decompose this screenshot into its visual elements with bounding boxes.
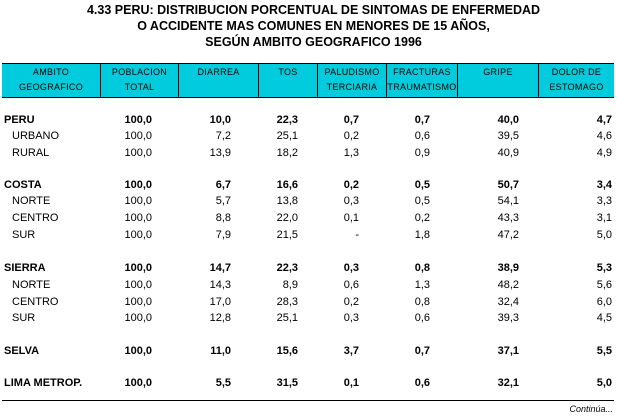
cell-value: - (355, 229, 359, 241)
cell-value: 17,0 (209, 296, 231, 308)
header-gripe (458, 64, 538, 97)
table-row (0, 345, 617, 361)
header-diarrea-label: DIARREA (197, 67, 240, 77)
cell-value: 0,1 (343, 212, 359, 224)
cell-value: 1,3 (414, 279, 430, 291)
row-label: SIERRA (4, 262, 46, 274)
cell-value: 1,8 (414, 229, 430, 241)
cell-value: 5,0 (596, 377, 612, 389)
cell-value: 38,9 (497, 262, 519, 274)
cell-value: 32,4 (497, 296, 519, 308)
cell-value: 0,3 (343, 195, 359, 207)
cell-value: 0,5 (414, 195, 430, 207)
cell-value: 37,1 (497, 345, 519, 357)
title-line-1: 4.33 PERU: DISTRIBUCION PORCENTUAL DE SINTOMAS DE ENFERMEDAD (86, 3, 541, 17)
row-label: URBANO (12, 130, 60, 142)
cell-value: 0,8 (414, 262, 430, 274)
row-label: SUR (12, 229, 36, 241)
table-row (0, 179, 617, 195)
cell-value: 39,5 (497, 130, 519, 142)
cell-value: 7,9 (215, 229, 231, 241)
table-row (0, 262, 617, 278)
row-label: LIMA METROP. (4, 377, 83, 389)
cell-value: 21,5 (276, 229, 298, 241)
cell-value: 0,7 (343, 114, 359, 126)
cell-value: 100,0 (124, 114, 152, 126)
cell-value: 4,6 (596, 130, 612, 142)
continua-note: Continúa... (569, 404, 613, 414)
cell-value: 0,2 (343, 179, 359, 191)
row-label: SUR (12, 312, 36, 324)
header-fracturas-line2: TRAUMATISMO (387, 82, 457, 92)
bottom-rule (2, 400, 614, 401)
cell-value: 100,0 (124, 279, 152, 291)
cell-value: 0,6 (414, 312, 430, 324)
cell-value: 5,5 (596, 345, 612, 357)
cell-value: 16,6 (276, 179, 298, 191)
cell-value: 25,1 (276, 312, 298, 324)
table-header (2, 63, 614, 98)
header-paludismo-terciaria (318, 64, 386, 97)
header-poblacion-line2: TOTAL (124, 82, 155, 92)
cell-value: 13,8 (276, 195, 298, 207)
header-ambito-line1: AMBITO (32, 67, 70, 77)
cell-value: 0,6 (414, 377, 430, 389)
cell-value: 3,7 (343, 345, 359, 357)
cell-value: 1,3 (343, 147, 359, 159)
cell-value: 25,1 (276, 130, 298, 142)
row-label: NORTE (12, 279, 51, 291)
cell-value: 50,7 (497, 179, 519, 191)
cell-value: 15,6 (276, 345, 298, 357)
cell-value: 31,5 (276, 377, 298, 389)
header-dolor-line2: ESTOMAGO (549, 82, 604, 92)
cell-value: 100,0 (124, 212, 152, 224)
row-label: PERU (4, 114, 35, 126)
cell-value: 100,0 (124, 147, 152, 159)
cell-value: 0,7 (414, 345, 430, 357)
header-gripe-label: GRIPE (483, 67, 513, 77)
cell-value: 0,2 (343, 130, 359, 142)
cell-value: 14,3 (209, 279, 231, 291)
cell-value: 6,7 (215, 179, 231, 191)
cell-value: 4,7 (596, 114, 612, 126)
cell-value: 54,1 (497, 195, 519, 207)
header-ambito-geografico (2, 64, 100, 97)
cell-value: 0,6 (414, 130, 430, 142)
header-paludismo-line1: PALUDISMO (324, 67, 380, 77)
cell-value: 8,9 (282, 279, 298, 291)
row-label: CENTRO (12, 296, 59, 308)
header-ambito-line2: GEOGRAFICO (18, 82, 83, 92)
row-label: CENTRO (12, 212, 59, 224)
cell-value: 100,0 (124, 377, 152, 389)
table-row (0, 229, 617, 245)
cell-value: 5,7 (215, 195, 231, 207)
table-row (0, 312, 617, 328)
cell-value: 100,0 (124, 262, 152, 274)
header-diarrea (179, 64, 258, 97)
cell-value: 8,8 (215, 212, 231, 224)
cell-value: 3,4 (596, 179, 612, 191)
row-label: NORTE (12, 195, 51, 207)
table-row (0, 130, 617, 146)
cell-value: 0,5 (414, 179, 430, 191)
cell-value: 14,7 (209, 262, 231, 274)
cell-value: 22,3 (276, 114, 298, 126)
header-poblacion-total (101, 64, 178, 97)
cell-value: 100,0 (124, 345, 152, 357)
header-tos-label: TOS (278, 67, 298, 77)
cell-value: 43,3 (497, 212, 519, 224)
cell-value: 7,2 (215, 130, 231, 142)
table-row (0, 114, 617, 130)
title-line-2: O ACCIDENTE MAS COMUNES EN MENORES DE 15 AÑOS, (137, 19, 490, 33)
cell-value: 5,3 (596, 262, 612, 274)
cell-value: 0,9 (414, 147, 430, 159)
cell-value: 4,9 (596, 147, 612, 159)
table-row (0, 279, 617, 295)
cell-value: 32,1 (497, 377, 519, 389)
cell-value: 12,8 (209, 312, 231, 324)
table-title (0, 2, 617, 50)
table-row (0, 212, 617, 228)
cell-value: 3,1 (596, 212, 612, 224)
cell-value: 10,0 (209, 114, 231, 126)
cell-value: 100,0 (124, 130, 152, 142)
cell-value: 18,2 (276, 147, 298, 159)
cell-value: 0,3 (343, 312, 359, 324)
table-row (0, 377, 617, 393)
cell-value: 22,3 (276, 262, 298, 274)
cell-value: 0,8 (414, 296, 430, 308)
header-dolor-de-estomago (539, 64, 614, 97)
cell-value: 100,0 (124, 195, 152, 207)
header-fracturas-traumatismo (387, 64, 457, 97)
row-label: COSTA (4, 179, 42, 191)
cell-value: 48,2 (497, 279, 519, 291)
cell-value: 100,0 (124, 296, 152, 308)
row-label: SELVA (4, 345, 40, 357)
header-tos (259, 64, 317, 97)
cell-value: 0,6 (343, 279, 359, 291)
cell-value: 0,2 (414, 212, 430, 224)
cell-value: 13,9 (209, 147, 231, 159)
header-fracturas-line1: FRACTURAS (393, 67, 451, 77)
cell-value: 100,0 (124, 312, 152, 324)
cell-value: 5,5 (215, 377, 231, 389)
cell-value: 47,2 (497, 229, 519, 241)
cell-value: 5,6 (596, 279, 612, 291)
header-paludismo-line2: TERCIARIA (326, 82, 378, 92)
header-poblacion-line1: POBLACION (111, 67, 168, 77)
cell-value: 40,9 (497, 147, 519, 159)
cell-value: 5,0 (596, 229, 612, 241)
cell-value: 3,3 (596, 195, 612, 207)
cell-value: 0,2 (343, 296, 359, 308)
cell-value: 40,0 (497, 114, 519, 126)
cell-value: 100,0 (124, 179, 152, 191)
cell-value: 11,0 (210, 345, 231, 357)
table-row (0, 195, 617, 211)
title-line-3: SEGÚN AMBITO GEOGRAFICO 1996 (205, 35, 422, 49)
row-label: RURAL (12, 147, 50, 159)
cell-value: 100,0 (124, 229, 152, 241)
cell-value: 0,1 (343, 377, 359, 389)
table-row (0, 147, 617, 163)
cell-value: 22,0 (276, 212, 298, 224)
cell-value: 39,3 (497, 312, 519, 324)
cell-value: 28,3 (276, 296, 298, 308)
cell-value: 0,7 (414, 114, 430, 126)
cell-value: 4,5 (596, 312, 612, 324)
table-row (0, 296, 617, 312)
header-dolor-line1: DOLOR DE (551, 67, 602, 77)
cell-value: 6,0 (596, 296, 612, 308)
cell-value: 0,3 (343, 262, 359, 274)
